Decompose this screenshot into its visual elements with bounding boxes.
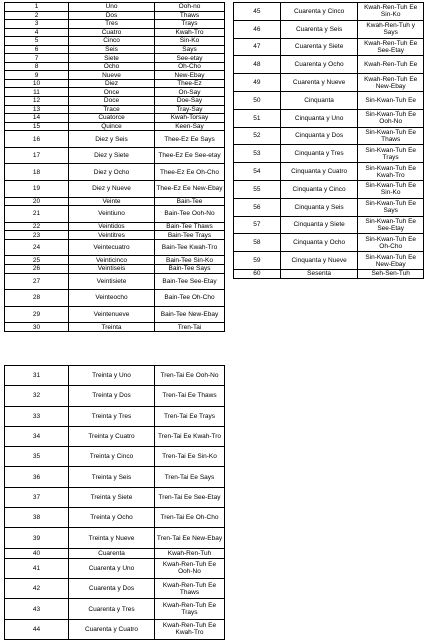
number-cell: 33 [5,406,69,426]
number-cell: 57 [234,216,281,234]
spanish-cell: Quince [69,122,155,131]
number-cell: 53 [234,145,281,163]
table-row [234,252,424,270]
pronunciation-cell: Thaws [155,11,225,20]
spanish-cell: Treinta y Dos [69,386,155,406]
spanish-cell: Diez y Seis [69,131,155,148]
table-row [5,54,225,63]
table-row [234,91,424,109]
pronunciation-cell: Tren-Tai Ee Thaws [155,386,225,406]
pronunciation-cell: Tren-Tai Ee Says [155,467,225,487]
spanish-cell: Cinquanta y Tres [280,145,358,163]
table-row [234,145,424,163]
table-row [5,62,225,71]
spanish-cell: Cuarenta y Tres [69,599,155,619]
spanish-cell: Siete [69,54,155,63]
number-cell: 1 [5,3,69,12]
table-row [5,71,225,80]
spanish-cell: Nueve [69,71,155,80]
pronunciation-cell: Bain-Tee Kwah-Tro [155,239,225,256]
table-row [5,37,225,46]
pronunciation-cell: Thee-Ez Ee Oh-Cho [155,164,225,181]
number-cell: 29 [5,306,69,323]
pronunciation-cell: Kwah-Ren-Tuh Ee Thaws [155,579,225,599]
number-cell: 52 [234,127,281,145]
number-cell: 46 [234,20,281,38]
table-row [234,3,424,21]
table-row [5,306,225,323]
pronunciation-cell: Sin-Kwan-Tuh Ee Kwah-Tro [358,163,424,181]
table-row [5,487,225,507]
number-cell: 48 [234,56,281,74]
pronunciation-cell: Bain-Tee Ooh-No [155,206,225,223]
pronunciation-cell: Bain-Tee Says [155,264,225,273]
number-cell: 44 [5,619,69,639]
table-row [234,74,424,92]
pronunciation-cell: Kwah-Ren-Tuh Ee New-Ebay [358,74,424,92]
spanish-cell: Cinquanta y Ocho [280,234,358,252]
table-row [5,197,225,206]
spanish-cell: Treinta y Siete [69,487,155,507]
pronunciation-cell: See-etay [155,54,225,63]
table-row [5,11,225,20]
spanish-cell: Veintiuno [69,206,155,223]
spanish-cell: Cinquanta y Seis [280,198,358,216]
table-row [5,147,225,164]
pronunciation-cell: Tren-Tai [155,323,225,332]
table-row [5,222,225,231]
spanish-cell: Cuarenta y Cinco [280,3,358,21]
table-row [5,206,225,223]
number-cell: 3 [5,20,69,29]
number-cell: 12 [5,97,69,106]
table-row [234,127,424,145]
number-cell: 51 [234,109,281,127]
number-cell: 31 [5,366,69,386]
pronunciation-cell: Bain-Tee New-Ebay [155,306,225,323]
spanish-cell: Cuatorce [69,114,155,123]
spanish-cell: Cuarenta y Siete [280,38,358,56]
pronunciation-cell: Kwah-Ren-Tuh Ee Ooh-No [155,558,225,578]
table-row [5,28,225,37]
pronunciation-cell: Tren-Tai Ee Oh-Cho [155,508,225,528]
pronunciation-cell: Kwah-Ren-Tuh y Says [358,20,424,38]
pronunciation-cell: Bain-Tee Oh-Cho [155,290,225,307]
pronunciation-cell: Thee-Ez Ee See-etay [155,147,225,164]
pronunciation-cell: Kwah-Ren-Tuh Ee Trays [155,599,225,619]
spanish-cell: Cinquanta y Uno [280,109,358,127]
spanish-cell: Veinte [69,197,155,206]
table-row [5,79,225,88]
table-row [5,3,225,12]
table-row [234,20,424,38]
spanish-cell: Uno [69,3,155,12]
number-cell: 18 [5,164,69,181]
number-cell: 37 [5,487,69,507]
number-cell: 15 [5,122,69,131]
number-cell: 6 [5,45,69,54]
number-cell: 55 [234,180,281,198]
table-row [5,256,225,265]
spanish-cell: Cuatro [69,28,155,37]
table-row [234,109,424,127]
number-cell: 24 [5,239,69,256]
number-cell: 11 [5,88,69,97]
pronunciation-cell: Sin-Kwan-Tuh Ee See-Etay [358,216,424,234]
table-row [5,180,225,197]
pronunciation-cell: Sin-Kwan-Tuh Ee Oh-Cho [358,234,424,252]
number-cell: 34 [5,426,69,446]
number-cell: 56 [234,198,281,216]
spanish-cell: Veinticinco [69,256,155,265]
spanish-cell: Cinco [69,37,155,46]
number-cell: 60 [234,269,281,278]
spanish-cell: Cinquanta y Dos [280,127,358,145]
table-row [234,56,424,74]
pronunciation-cell: Tray-Say [155,105,225,114]
table-row [5,406,225,426]
table-row [5,528,225,548]
number-cell: 58 [234,234,281,252]
table-row [5,548,225,558]
pronunciation-cell: Kwah-Ren-Tuh Ee Kwah-Tro [155,619,225,639]
number-cell: 8 [5,62,69,71]
table-row [5,290,225,307]
pronunciation-cell: Sin-Kwan-Tuh Ee Sin-Ko [358,180,424,198]
spanish-cell: Diez [69,79,155,88]
spanish-cell: Treinta y Ocho [69,508,155,528]
table-row [234,234,424,252]
number-cell: 49 [234,74,281,92]
table-row [5,264,225,273]
table-row [5,467,225,487]
pronunciation-cell: Sin-Kwan-Tuh Ee Trays [358,145,424,163]
number-cell: 25 [5,256,69,265]
number-cell: 59 [234,252,281,270]
number-cell: 27 [5,273,69,290]
pronunciation-cell: Bain-Tee Sin-Ko [155,256,225,265]
spanish-cell: Treinta y Seis [69,467,155,487]
table-row [5,579,225,599]
spanish-cell: Cuarenta y Seis [280,20,358,38]
pronunciation-cell: Kwah-Ren-Tuh Ee See-Etay [358,38,424,56]
spanish-cell: Veintenueve [69,306,155,323]
pronunciation-cell: Says [155,45,225,54]
spanish-cell: Cinquanta y Siete [280,216,358,234]
spanish-cell: Cinquanta y Cuatro [280,163,358,181]
spanish-cell: Cuarenta y Ocho [280,56,358,74]
number-cell: 2 [5,11,69,20]
number-cell: 50 [234,91,281,109]
pronunciation-cell: Tren-Tai Ee Trays [155,406,225,426]
table-row [234,216,424,234]
spanish-cell: Tres [69,20,155,29]
table-row [5,366,225,386]
table-row [5,88,225,97]
number-cell: 23 [5,231,69,240]
numbers-table-31-44 [4,365,225,640]
spanish-cell: Sesenta [280,269,358,278]
number-cell: 19 [5,180,69,197]
table-row [5,619,225,639]
spanish-cell: Cuarenta y Uno [69,558,155,578]
number-cell: 47 [234,38,281,56]
spanish-cell: Treinta [69,323,155,332]
pronunciation-cell: Bain-Tee Thaws [155,222,225,231]
spanish-cell: Veintitres [69,231,155,240]
pronunciation-cell: Kwah-Tro [155,28,225,37]
number-cell: 28 [5,290,69,307]
spanish-cell: Diez y Ocho [69,164,155,181]
pronunciation-cell: Sin-Kwan-Tuh Ee [358,91,424,109]
spanish-cell: Doce [69,97,155,106]
table-row [234,163,424,181]
pronunciation-cell: Tren-Tai Ee New-Ebay [155,528,225,548]
number-cell: 16 [5,131,69,148]
spanish-cell: Cuarenta [69,548,155,558]
number-cell: 32 [5,386,69,406]
pronunciation-cell: Seh-Sen-Tuh [358,269,424,278]
table-row [234,180,424,198]
spanish-cell: Veintecuatro [69,239,155,256]
spanish-cell: Cinquanta y Nueve [280,252,358,270]
spanish-cell: Treinta y Cinco [69,447,155,467]
spanish-cell: Veintisiete [69,273,155,290]
table-row [5,114,225,123]
number-cell: 43 [5,599,69,619]
pronunciation-cell: Thee-Ez Ee New-Ebay [155,180,225,197]
spanish-cell: Diez y Siete [69,147,155,164]
number-cell: 39 [5,528,69,548]
table-row [5,447,225,467]
table-row [5,386,225,406]
number-cell: 45 [234,3,281,21]
number-cell: 13 [5,105,69,114]
spanish-cell: Treinta y Tres [69,406,155,426]
table-row [234,198,424,216]
number-cell: 38 [5,508,69,528]
pronunciation-cell: Ooh-no [155,3,225,12]
pronunciation-cell: Sin-Ko [155,37,225,46]
pronunciation-cell: Kwah-Ren-Tuh [155,548,225,558]
pronunciation-cell: Oh-Cho [155,62,225,71]
number-cell: 26 [5,264,69,273]
pronunciation-cell: Sin-Kwan-Tuh Ee Thaws [358,127,424,145]
spanish-cell: Dos [69,11,155,20]
pronunciation-cell: Bain-Tee See-Etay [155,273,225,290]
numbers-table-1-30 [4,2,225,332]
spanish-cell: Treinta y Nueve [69,528,155,548]
table-row [5,45,225,54]
table-row [5,239,225,256]
number-cell: 20 [5,197,69,206]
pronunciation-cell: Sin-Kwan-Tuh Ee Ooh-No [358,109,424,127]
table-row [5,97,225,106]
pronunciation-cell: Bain-Tee Trays [155,231,225,240]
spanish-cell: Ocho [69,62,155,71]
table-row [5,273,225,290]
spanish-cell: Cuarenta y Nueve [280,74,358,92]
pronunciation-cell: Keen-Say [155,122,225,131]
table-row [5,599,225,619]
spanish-cell: Cuarenta y Cuatro [69,619,155,639]
number-cell: 54 [234,163,281,181]
table-row [5,20,225,29]
table-row [234,269,424,278]
pronunciation-cell: Tren-Tai Ee See-Etay [155,487,225,507]
spanish-cell: Once [69,88,155,97]
table-row [234,38,424,56]
pronunciation-cell: Trays [155,20,225,29]
pronunciation-cell: Tren-Tai Ee Ooh-No [155,366,225,386]
spanish-cell: Veintidos [69,222,155,231]
spanish-cell: Cuarenta y Dos [69,579,155,599]
spanish-cell: Cinquanta [280,91,358,109]
number-cell: 35 [5,447,69,467]
number-cell: 36 [5,467,69,487]
spanish-cell: Seis [69,45,155,54]
table-row [5,164,225,181]
table-row [5,323,225,332]
number-cell: 22 [5,222,69,231]
number-cell: 14 [5,114,69,123]
spanish-cell: Veintiseis [69,264,155,273]
table-row [5,131,225,148]
number-cell: 9 [5,71,69,80]
number-cell: 30 [5,323,69,332]
pronunciation-cell: Kwah-Torsay [155,114,225,123]
pronunciation-cell: Thee-Ez [155,79,225,88]
number-cell: 7 [5,54,69,63]
spanish-cell: Trace [69,105,155,114]
number-cell: 4 [5,28,69,37]
table-row [5,426,225,446]
pronunciation-cell: Doe-Say [155,97,225,106]
table-row [5,508,225,528]
number-cell: 10 [5,79,69,88]
table-row [5,231,225,240]
table-row [5,105,225,114]
pronunciation-cell: Bain-Tee [155,197,225,206]
pronunciation-cell: Kwah-Ren-Tuh Ee Sin-Ko [358,3,424,21]
pronunciation-cell: Sin-Kwan-Tuh Ee New-Ebay [358,252,424,270]
spanish-cell: Treinta y Uno [69,366,155,386]
spanish-cell: Cinquanta y Cinco [280,180,358,198]
spanish-cell: Treinta y Cuatro [69,426,155,446]
number-cell: 42 [5,579,69,599]
pronunciation-cell: Tren-Tai Ee Kwah-Tro [155,426,225,446]
table-row [5,122,225,131]
number-cell: 40 [5,548,69,558]
pronunciation-cell: Thee-Ez Ee Says [155,131,225,148]
pronunciation-cell: On-Say [155,88,225,97]
numbers-table-45-60 [233,2,424,279]
table-row [5,558,225,578]
number-cell: 17 [5,147,69,164]
pronunciation-cell: Tren-Tai Ee Sin-Ko [155,447,225,467]
number-cell: 21 [5,206,69,223]
pronunciation-cell: Sin-Kwan-Tuh Ee Says [358,198,424,216]
pronunciation-cell: Kwah-Ren-Tuh Ee [358,56,424,74]
pronunciation-cell: New-Ebay [155,71,225,80]
spanish-cell: Veinteocho [69,290,155,307]
spanish-cell: Diez y Nueve [69,180,155,197]
number-cell: 5 [5,37,69,46]
number-cell: 41 [5,558,69,578]
